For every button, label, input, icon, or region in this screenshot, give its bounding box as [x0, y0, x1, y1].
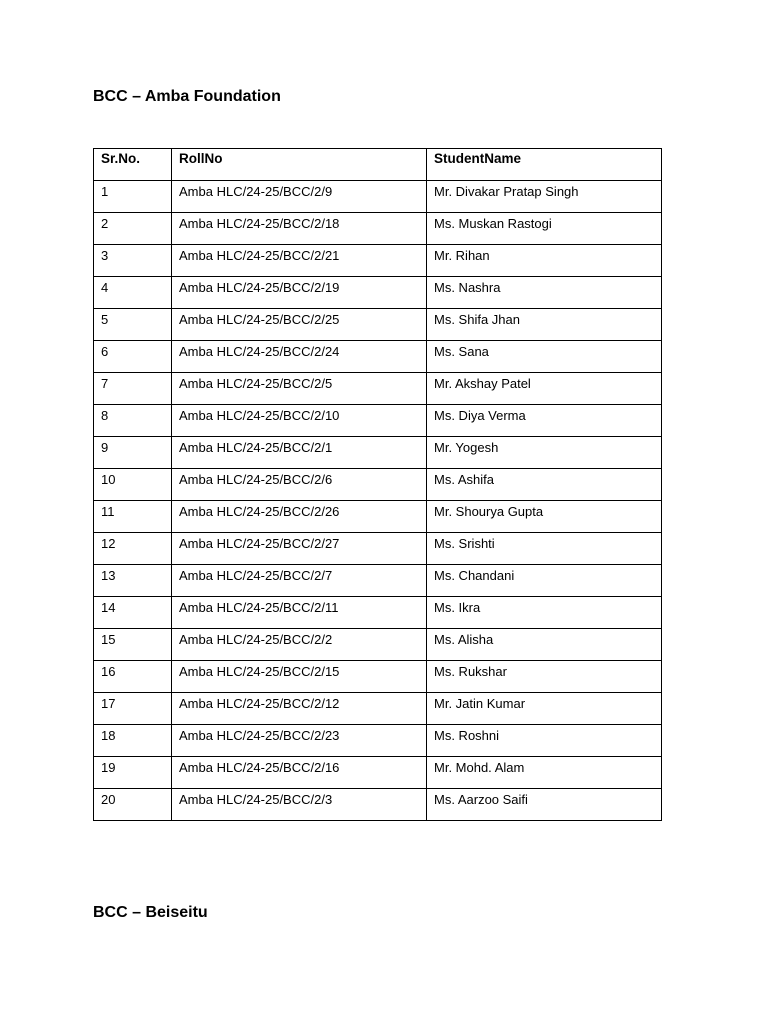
table-row	[94, 597, 662, 629]
cell-sr-no: 10	[94, 469, 172, 501]
cell-sr-no: 13	[94, 565, 172, 597]
cell-sr-no: 6	[94, 341, 172, 373]
cell-student-name: Ms. Aarzoo Saifi	[427, 789, 662, 821]
table-row	[94, 469, 662, 501]
table-row	[94, 533, 662, 565]
cell-student-name: Ms. Ikra	[427, 597, 662, 629]
cell-roll-no: Amba HLC/24-25/BCC/2/23	[172, 725, 427, 757]
cell-roll-no: Amba HLC/24-25/BCC/2/6	[172, 469, 427, 501]
table-row	[94, 661, 662, 693]
cell-student-name: Mr. Shourya Gupta	[427, 501, 662, 533]
table-row	[94, 341, 662, 373]
cell-sr-no: 8	[94, 405, 172, 437]
cell-student-name: Ms. Ashifa	[427, 469, 662, 501]
table-header-row	[94, 149, 662, 181]
cell-sr-no: 17	[94, 693, 172, 725]
cell-student-name: Ms. Shifa Jhan	[427, 309, 662, 341]
cell-roll-no: Amba HLC/24-25/BCC/2/5	[172, 373, 427, 405]
column-header-sr-no: Sr.No.	[94, 149, 172, 181]
cell-roll-no: Amba HLC/24-25/BCC/2/3	[172, 789, 427, 821]
cell-sr-no: 2	[94, 213, 172, 245]
section-title-beiseitu: BCC – Beiseitu	[93, 904, 208, 921]
cell-roll-no: Amba HLC/24-25/BCC/2/19	[172, 277, 427, 309]
cell-roll-no: Amba HLC/24-25/BCC/2/2	[172, 629, 427, 661]
cell-sr-no: 1	[94, 181, 172, 213]
cell-student-name: Mr. Jatin Kumar	[427, 693, 662, 725]
table-row	[94, 629, 662, 661]
cell-sr-no: 11	[94, 501, 172, 533]
cell-roll-no: Amba HLC/24-25/BCC/2/18	[172, 213, 427, 245]
cell-sr-no: 9	[94, 437, 172, 469]
cell-sr-no: 12	[94, 533, 172, 565]
cell-student-name: Mr. Mohd. Alam	[427, 757, 662, 789]
cell-sr-no: 15	[94, 629, 172, 661]
cell-roll-no: Amba HLC/24-25/BCC/2/7	[172, 565, 427, 597]
cell-student-name: Mr. Akshay Patel	[427, 373, 662, 405]
cell-roll-no: Amba HLC/24-25/BCC/2/16	[172, 757, 427, 789]
table-row	[94, 693, 662, 725]
table-row	[94, 565, 662, 597]
cell-student-name: Ms. Diya Verma	[427, 405, 662, 437]
cell-sr-no: 16	[94, 661, 172, 693]
table-row	[94, 501, 662, 533]
cell-student-name: Ms. Sana	[427, 341, 662, 373]
table-row	[94, 245, 662, 277]
cell-sr-no: 7	[94, 373, 172, 405]
table-row	[94, 373, 662, 405]
table-row	[94, 437, 662, 469]
cell-roll-no: Amba HLC/24-25/BCC/2/25	[172, 309, 427, 341]
cell-roll-no: Amba HLC/24-25/BCC/2/21	[172, 245, 427, 277]
cell-roll-no: Amba HLC/24-25/BCC/2/12	[172, 693, 427, 725]
cell-student-name: Ms. Muskan Rastogi	[427, 213, 662, 245]
cell-student-name: Mr. Rihan	[427, 245, 662, 277]
table-row	[94, 277, 662, 309]
table-row	[94, 309, 662, 341]
cell-roll-no: Amba HLC/24-25/BCC/2/27	[172, 533, 427, 565]
cell-roll-no: Amba HLC/24-25/BCC/2/10	[172, 405, 427, 437]
cell-sr-no: 20	[94, 789, 172, 821]
table-row	[94, 213, 662, 245]
cell-roll-no: Amba HLC/24-25/BCC/2/1	[172, 437, 427, 469]
cell-student-name: Ms. Srishti	[427, 533, 662, 565]
cell-student-name: Ms. Roshni	[427, 725, 662, 757]
table-row	[94, 757, 662, 789]
cell-sr-no: 3	[94, 245, 172, 277]
cell-student-name: Mr. Divakar Pratap Singh	[427, 181, 662, 213]
cell-roll-no: Amba HLC/24-25/BCC/2/11	[172, 597, 427, 629]
column-header-roll-no: RollNo	[172, 149, 427, 181]
table-body	[94, 181, 662, 821]
cell-sr-no: 5	[94, 309, 172, 341]
cell-student-name: Ms. Rukshar	[427, 661, 662, 693]
cell-student-name: Ms. Chandani	[427, 565, 662, 597]
cell-student-name: Mr. Yogesh	[427, 437, 662, 469]
cell-roll-no: Amba HLC/24-25/BCC/2/24	[172, 341, 427, 373]
table-row	[94, 789, 662, 821]
cell-student-name: Ms. Alisha	[427, 629, 662, 661]
table-row	[94, 181, 662, 213]
column-header-student-name: StudentName	[427, 149, 662, 181]
cell-roll-no: Amba HLC/24-25/BCC/2/15	[172, 661, 427, 693]
cell-sr-no: 14	[94, 597, 172, 629]
cell-roll-no: Amba HLC/24-25/BCC/2/9	[172, 181, 427, 213]
cell-roll-no: Amba HLC/24-25/BCC/2/26	[172, 501, 427, 533]
cell-student-name: Ms. Nashra	[427, 277, 662, 309]
cell-sr-no: 18	[94, 725, 172, 757]
table-row	[94, 725, 662, 757]
cell-sr-no: 19	[94, 757, 172, 789]
student-roster-table	[93, 148, 662, 821]
table-row	[94, 405, 662, 437]
cell-sr-no: 4	[94, 277, 172, 309]
section-title-amba-foundation: BCC – Amba Foundation	[93, 88, 281, 105]
